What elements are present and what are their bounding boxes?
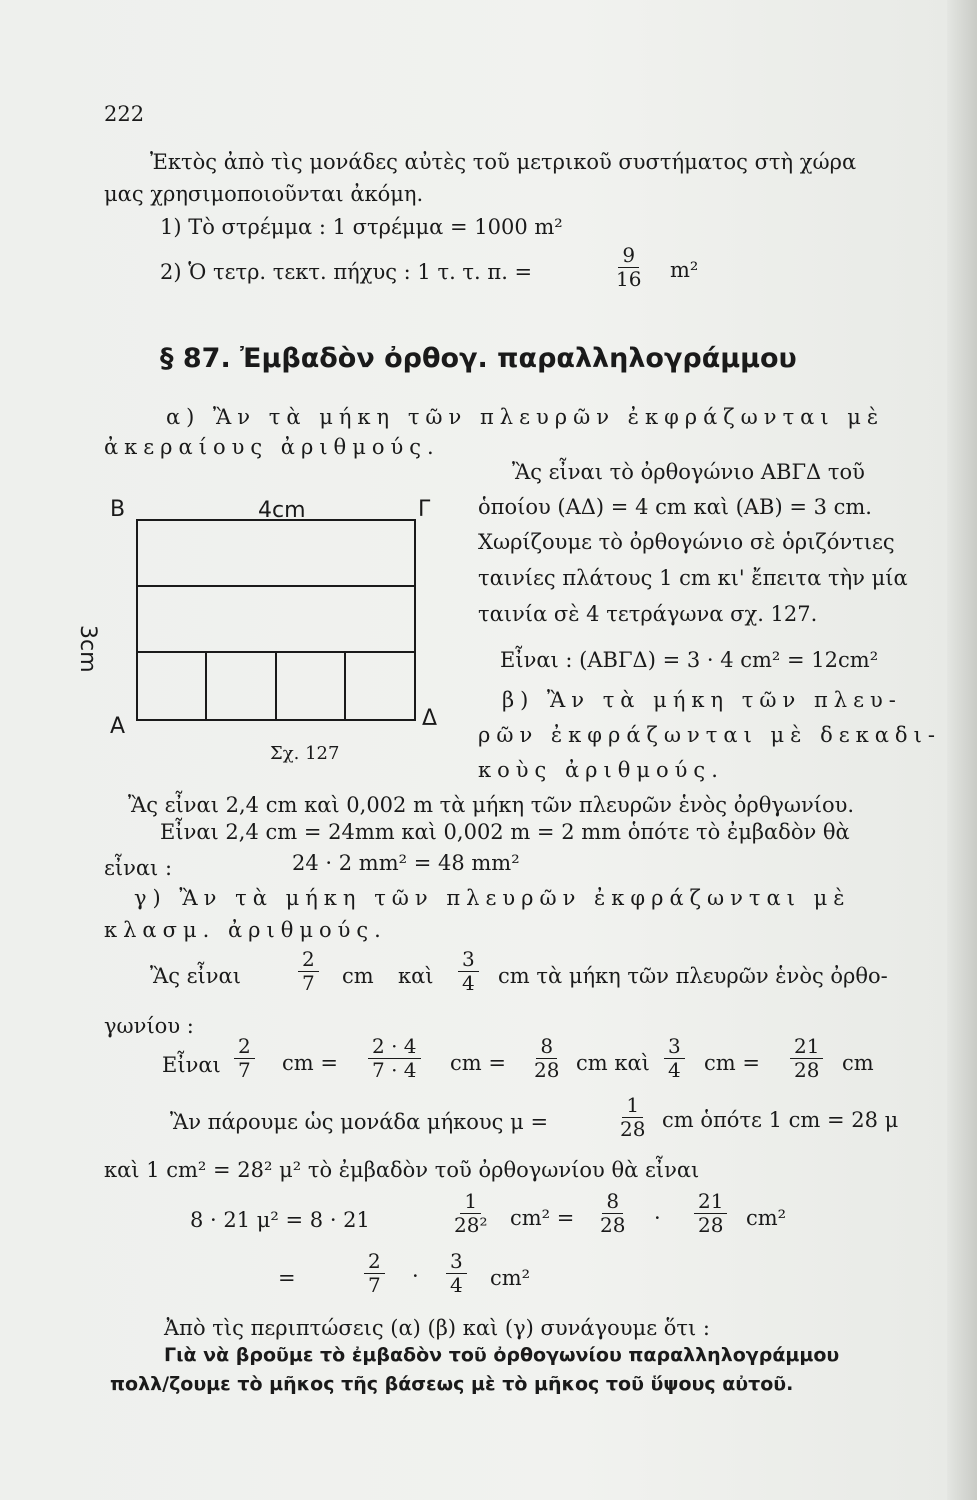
- eq-cm-1: cm =: [282, 1051, 338, 1075]
- frac-tail-2: γωνίου :: [104, 1014, 194, 1038]
- eq-fraction-5: $\frac{21}{28}$: [790, 1035, 823, 1082]
- final-eq: =: [278, 1266, 296, 1290]
- eq-fraction-1: $\frac{2}{7}$: [234, 1035, 255, 1082]
- vertex-D: Δ: [422, 706, 438, 731]
- eq-cm-2: cm =: [450, 1051, 506, 1075]
- final-cm: cm²: [490, 1266, 531, 1290]
- rule-line-1: Γιὰ νὰ βροῦμε τὸ ἐμβαδὸν τοῦ ὀρθογωνίου παραλληλογράμμου: [164, 1344, 840, 1366]
- eq-start: Εἶναι: [162, 1053, 221, 1077]
- case-c-line-1: γ) Ἂν τὰ μήκη τῶν πλευρῶν ἐκφράζωνται μὲ: [134, 886, 851, 910]
- unit-pichys: 2) Ὁ τετρ. τεκτ. πήχυς : 1 τ. τ. π. =: [160, 260, 533, 284]
- unit-intro: Ἂν πάρουμε ὡς μονάδα μήκους μ =: [170, 1110, 549, 1134]
- calc-cm-2: cm²: [746, 1206, 787, 1230]
- calc-cm: cm² =: [510, 1206, 575, 1230]
- right-text-3: Χωρίζουμε τὸ ὀρθογώνιο σὲ ὁριζόντιες: [478, 530, 895, 554]
- vertex-A: A: [110, 714, 126, 739]
- calc-fraction-2: $\frac{8}{28}$: [600, 1189, 626, 1237]
- frac-tail: cm τὰ μήκη τῶν πλευρῶν ἑνὸς ὀρθο-: [498, 964, 888, 988]
- case-a-line-1: α) Ἂν τὰ μήκη τῶν πλευρῶν ἐκφράζωνται μὲ: [166, 405, 885, 429]
- eq-cm-5: cm: [842, 1051, 874, 1075]
- intro-line-2: μας χρησιμοποιοῦνται ἀκόμη.: [104, 182, 424, 206]
- case-c-line-2: κλασμ. ἀριθμούς.: [104, 918, 387, 942]
- eq-fraction-3: $\frac{8}{28}$: [534, 1034, 560, 1082]
- eq-fraction-4: $\frac{3}{4}$: [664, 1035, 685, 1082]
- eq-fraction-2: $\frac{2 \cdot 4}{7 \cdot 4}$: [368, 1035, 421, 1082]
- decimal-line-1: Ἂς εἶναι 2,4 cm καὶ 0,002 m τὰ μήκη τῶν πλευρῶν ἑνὸς ὀρθγωνίου.: [128, 793, 855, 817]
- right-text-5: ταινία σὲ 4 τετράγωνα σχ. 127.: [478, 602, 818, 626]
- case-b-line-2: ρῶν ἐκφράζωνται μὲ δεκαδι-: [478, 723, 941, 747]
- fraction-2-7: $\frac{2}{7}$: [298, 948, 319, 995]
- unit-stremma: 1) Τὸ στρέμμα : 1 στρέμμα = 1000 m²: [160, 215, 563, 239]
- section-title: § 87. Ἐμβαδὸν ὀρθογ. παραλληλογράμμου: [160, 343, 797, 374]
- right-text-1: Ἂς εἶναι τὸ ὀρθογώνιο ΑΒΓΔ τοῦ: [512, 460, 865, 484]
- intro-line-1: Ἐκτὸς ἀπὸ τὶς μονάδες αὐτὲς τοῦ μετρικοῦ συστήματος στὴ χώρα: [150, 150, 857, 174]
- right-text-2: ὁποίου (ΑΔ) = 4 cm καὶ (ΑΒ) = 3 cm.: [478, 495, 872, 519]
- vertex-G: Γ: [418, 497, 431, 522]
- unit-tail: cm ὁπότε 1 cm = 28 μ: [662, 1108, 899, 1132]
- decimal-line-3b: 24 · 2 mm² = 48 mm²: [292, 851, 520, 875]
- case-a-line-2: ἀκεραίους ἀριθμούς.: [104, 435, 440, 459]
- eq-cm-4: cm =: [704, 1051, 760, 1075]
- rule-line-2: πολλ/ζουμε τὸ μῆκος τῆς βάσεως μὲ τὸ μῆκος τοῦ ὕψους αὐτοῦ.: [110, 1373, 794, 1395]
- page-edge: [947, 0, 977, 1500]
- vertex-B: B: [110, 497, 126, 522]
- calc-dot: ·: [654, 1206, 661, 1230]
- area-abcd: Εἶναι : (ΑΒΓΔ) = 3 · 4 cm² = 12cm²: [500, 648, 879, 672]
- frac-and: καὶ: [398, 964, 434, 988]
- area-intro: καὶ 1 cm² = 28² μ² τὸ ἐμβαδὸν τοῦ ὀρθογωνίου θὰ εἶναι: [104, 1158, 700, 1182]
- final-fraction-2: $\frac{3}{4}$: [446, 1250, 467, 1297]
- figure-127: [105, 490, 465, 780]
- frac-cm-1: cm: [342, 964, 374, 988]
- pichys-fraction: $\frac{9}{16}$: [616, 243, 642, 291]
- calc-left: 8 · 21 μ² = 8 · 21: [190, 1208, 370, 1232]
- pichys-unit: m²: [670, 258, 699, 282]
- page-number: 222: [104, 102, 145, 126]
- fraction-3-4: $\frac{3}{4}$: [458, 948, 479, 995]
- figure-caption: Σχ. 127: [270, 743, 340, 764]
- top-side-length: 4cm: [258, 498, 306, 523]
- side-length: 3cm: [75, 625, 100, 673]
- calc-fraction-3: $\frac{21}{28}$: [694, 1190, 727, 1237]
- frac-intro: Ἂς εἶναι: [150, 964, 241, 988]
- decimal-line-2: Εἶναι 2,4 cm = 24mm καὶ 0,002 m = 2 mm ὁπότε τὸ ἐμβαδὸν θὰ: [160, 820, 850, 844]
- case-b-line-3: κοὺς ἀριθμούς.: [478, 758, 724, 782]
- final-dot: ·: [412, 1264, 419, 1288]
- unit-fraction: $\frac{1}{28}$: [620, 1093, 646, 1141]
- conclusion-line: Ἀπὸ τὶς περιπτώσεις (α) (β) καὶ (γ) συνάγουμε ὅτι :: [164, 1316, 710, 1340]
- calc-fraction-1: $\frac{1}{\text{28²}}$: [454, 1189, 488, 1237]
- right-text-4: ταινίες πλάτους 1 cm κι' ἔπειτα τὴν μία: [478, 566, 908, 590]
- decimal-line-3a: εἶναι :: [104, 856, 173, 880]
- case-b-line-1: β) Ἂν τὰ μήκη τῶν πλευ-: [502, 688, 902, 712]
- final-fraction-1: $\frac{2}{7}$: [364, 1250, 385, 1297]
- eq-cm-3: cm καὶ: [576, 1051, 650, 1075]
